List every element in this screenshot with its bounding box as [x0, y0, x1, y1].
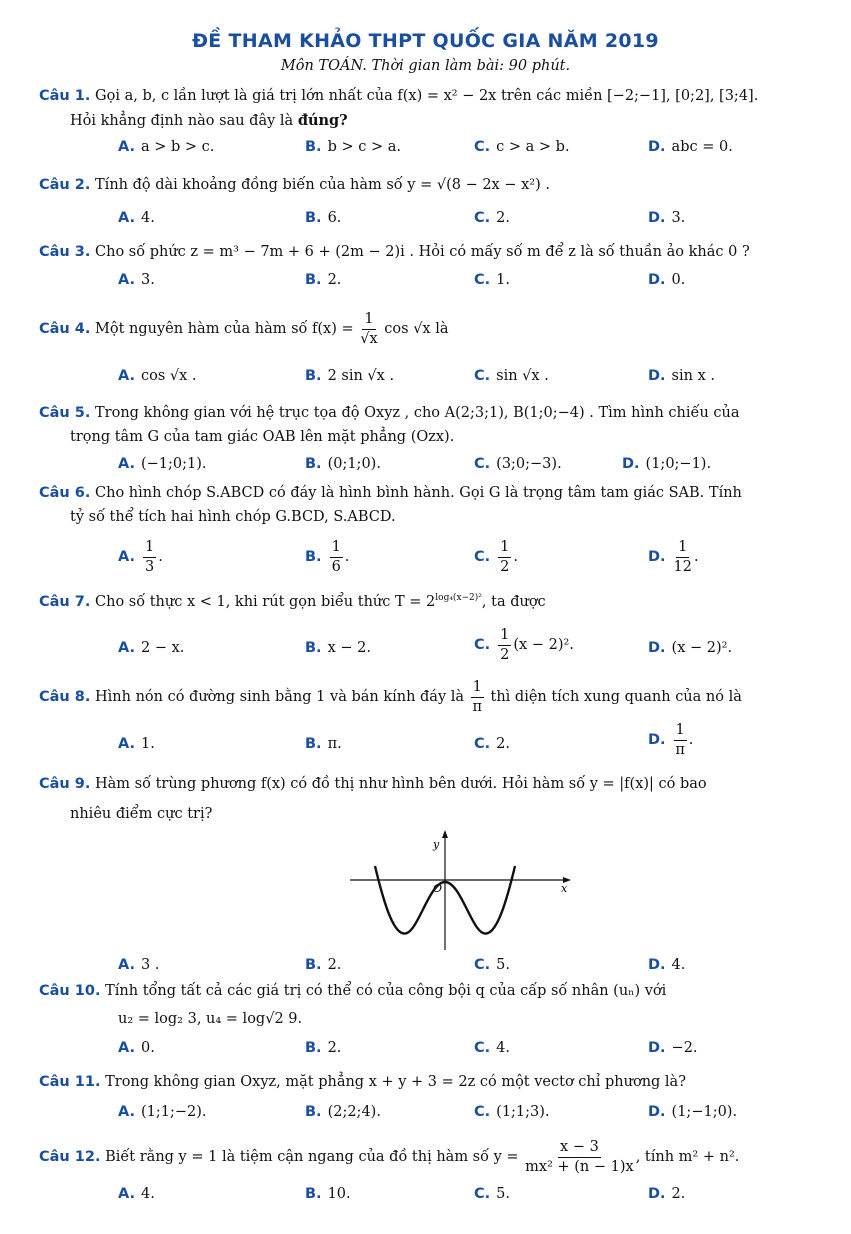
question-4 — [39, 312, 449, 346]
fraction-numerator: 1 — [471, 680, 484, 698]
option-d[interactable] — [648, 1104, 737, 1120]
option-text: 0. — [671, 272, 686, 288]
question-label: Câu 2. — [39, 177, 91, 193]
question-label: Câu 3. — [39, 244, 91, 260]
option-b[interactable] — [305, 139, 401, 155]
fraction — [498, 628, 511, 662]
question-text: Trong không gian Oxyz, mặt phẳng x + y + 3 = 2z có một vectơ chỉ phương là? — [105, 1074, 686, 1090]
question-text: Cho số phức z = m³ − 7m + 6 + (2m − 2)i . Hỏi có mấy số m để z là số thuần ảo khác 0 ? — [95, 244, 750, 260]
question-text: nhiêu điểm cực trị? — [70, 806, 213, 822]
option-tail: . — [688, 732, 694, 748]
question-emphasis: đúng? — [297, 112, 348, 129]
option-text: 4. — [671, 957, 686, 973]
fraction — [471, 680, 484, 714]
option-text: (1;0;−1). — [645, 456, 712, 472]
fraction-numerator: 1 — [674, 723, 687, 741]
option-label: B. — [305, 1104, 322, 1120]
option-label: D. — [648, 957, 666, 973]
option-text: π. — [327, 736, 342, 752]
fraction-denominator: 3 — [145, 558, 155, 575]
option-label: A. — [118, 1186, 135, 1202]
fraction-numerator: x − 3 — [558, 1140, 601, 1158]
question-text: u₂ = log₂ 3, u₄ = log√2 9. — [118, 1011, 303, 1027]
option-text: (2;2;4). — [327, 1104, 381, 1120]
option-a[interactable] — [118, 957, 159, 973]
question-1 — [39, 88, 758, 104]
fraction-numerator: 1 — [676, 540, 689, 558]
question-8 — [39, 680, 742, 714]
option-text: 5. — [496, 957, 510, 973]
option-text: cos √x . — [141, 368, 197, 384]
y-axis-label: y — [433, 838, 440, 851]
option-text: 2 − x. — [141, 640, 185, 656]
option-text: sin x . — [671, 368, 715, 384]
question-text: Một nguyên hàm của hàm số f(x) = — [95, 321, 354, 337]
option-tail: (x − 2)². — [513, 637, 574, 653]
option-label: C. — [474, 456, 491, 472]
exam-subtitle: Môn TOÁN. Thời gian làm bài: 90 phút. — [280, 58, 571, 74]
option-c[interactable] — [474, 272, 510, 288]
question-text: thì diện tích xung quanh của nó là — [490, 689, 742, 705]
option-d[interactable] — [648, 540, 699, 574]
option-b[interactable] — [305, 540, 349, 574]
option-text: 3. — [141, 272, 155, 288]
question-6-line-2 — [70, 509, 396, 525]
fraction — [498, 540, 511, 574]
option-text: 2. — [327, 272, 342, 288]
function-graph — [345, 828, 575, 953]
option-a[interactable] — [118, 1186, 155, 1202]
fraction-denominator: 2 — [500, 558, 510, 575]
question-text: , tính m² + n². — [635, 1149, 740, 1165]
option-text: abc = 0. — [671, 139, 733, 155]
y-axis-arrow-icon — [442, 830, 448, 838]
option-text: 2. — [671, 1186, 686, 1202]
option-label: A. — [118, 272, 135, 288]
question-text: Trong không gian với hệ trục tọa độ Oxyz , cho A(2;3;1), B(1;0;−4) . Tìm hình chiếu của — [95, 405, 740, 421]
question-5 — [39, 405, 740, 421]
option-label: D. — [648, 1040, 666, 1056]
option-a[interactable] — [118, 736, 155, 752]
option-label: C. — [474, 637, 491, 653]
option-label: C. — [474, 272, 491, 288]
option-text: (−1;0;1). — [141, 456, 207, 472]
option-text: x − 2. — [327, 640, 371, 656]
question-text: trọng tâm G của tam giác OAB lên mặt phẳng (Ozx). — [70, 429, 455, 445]
option-b[interactable] — [305, 957, 341, 973]
option-a[interactable] — [118, 1104, 207, 1120]
option-label: D. — [622, 456, 640, 472]
question-text: cos √x là — [384, 321, 449, 337]
option-text: 4. — [141, 210, 155, 226]
option-text: b > c > a. — [327, 139, 401, 155]
option-label: A. — [118, 1040, 135, 1056]
option-text: 4. — [141, 1186, 155, 1202]
question-10 — [39, 983, 666, 999]
option-label: B. — [305, 957, 322, 973]
option-a[interactable] — [118, 456, 207, 472]
option-label: B. — [305, 1186, 322, 1202]
question-label: Câu 5. — [39, 405, 91, 421]
fraction-numerator: 1 — [498, 540, 511, 558]
fraction-denominator: mx² + (n − 1)x — [525, 1158, 634, 1175]
option-text: −2. — [671, 1040, 698, 1056]
option-c[interactable] — [474, 957, 510, 973]
question-text: Hỏi khẳng định nào sau đây là — [70, 113, 294, 129]
option-tail: . — [344, 549, 350, 565]
question-text: Biết rằng y = 1 là tiệm cận ngang của đồ thị hàm số y = — [105, 1149, 519, 1165]
question-label: Câu 8. — [39, 689, 91, 705]
option-label: C. — [474, 957, 491, 973]
option-d[interactable] — [648, 272, 685, 288]
option-d[interactable] — [648, 640, 732, 656]
question-label: Câu 7. — [39, 593, 91, 610]
option-label: A. — [118, 456, 135, 472]
option-label: B. — [305, 1040, 322, 1056]
exponent: log₄(x−2)² — [435, 593, 482, 603]
option-label: D. — [648, 139, 666, 155]
option-c[interactable] — [474, 456, 562, 472]
option-label: A. — [118, 736, 135, 752]
fraction-numerator: 1 — [143, 540, 156, 558]
option-d[interactable] — [622, 456, 711, 472]
question-10-line-2 — [118, 1011, 302, 1027]
option-tail: . — [513, 549, 518, 565]
question-11 — [39, 1074, 686, 1090]
option-d[interactable] — [648, 957, 685, 973]
option-text: a > b > c. — [141, 139, 215, 155]
fraction — [674, 540, 692, 574]
option-d[interactable] — [648, 139, 733, 155]
option-label: D. — [648, 210, 666, 226]
option-c[interactable] — [474, 1186, 510, 1202]
fraction — [525, 1140, 634, 1174]
option-text: (x − 2)². — [671, 640, 733, 656]
question-12 — [39, 1140, 739, 1174]
option-label: D. — [648, 549, 666, 565]
option-a[interactable] — [118, 272, 155, 288]
option-label: B. — [305, 368, 322, 384]
exam-title: ĐỀ THAM KHẢO THPT QUỐC GIA NĂM 2019 — [192, 30, 659, 52]
option-label: C. — [474, 210, 491, 226]
option-label: A. — [118, 1104, 135, 1120]
option-d[interactable] — [648, 368, 715, 384]
question-text: Gọi a, b, c lần lượt là giá trị lớn nhất của f(x) = x² − 2x trên các miền [−2;−1], [0;2], [3;4]. — [95, 88, 759, 104]
option-label: D. — [648, 1186, 666, 1202]
fraction — [360, 312, 377, 346]
question-text: Hàm số trùng phương f(x) có đồ thị như hình bên dưới. Hỏi hàm số y = |f(x)| có bao — [95, 776, 707, 792]
fraction-denominator: 2 — [500, 646, 510, 663]
option-text: 2. — [496, 736, 510, 752]
option-label: B. — [305, 549, 322, 565]
option-label: B. — [305, 456, 322, 472]
question-label: Câu 9. — [39, 776, 91, 792]
option-a[interactable] — [118, 210, 155, 226]
question-text: Cho hình chóp S.ABCD có đáy là hình bình hành. Gọi G là trọng tâm tam giác SAB. Tính — [95, 485, 742, 501]
question-label: Câu 10. — [39, 983, 101, 999]
option-label: B. — [305, 139, 322, 155]
question-text: tỷ số thể tích hai hình chóp G.BCD, S.ABCD. — [70, 509, 396, 525]
option-c[interactable] — [474, 736, 510, 752]
option-text: (1;1;−2). — [141, 1104, 207, 1120]
option-label: A. — [118, 368, 135, 384]
option-label: A. — [118, 210, 135, 226]
option-b[interactable] — [305, 736, 342, 752]
option-text: c > a > b. — [496, 139, 570, 155]
fraction — [143, 540, 156, 574]
question-text: Cho số thực x < 1, khi rút gọn biểu thức T = 2 — [95, 593, 436, 610]
option-a[interactable] — [118, 1040, 155, 1056]
option-b[interactable] — [305, 456, 381, 472]
fraction-denominator: π — [472, 698, 483, 715]
option-b[interactable] — [305, 1186, 351, 1202]
option-c[interactable] — [474, 628, 574, 662]
option-text: (0;1;0). — [327, 456, 381, 472]
option-c[interactable] — [474, 1104, 550, 1120]
fraction-denominator: 12 — [673, 558, 692, 575]
question-label: Câu 6. — [39, 485, 91, 501]
fraction-numerator: 1 — [330, 540, 343, 558]
option-c[interactable] — [474, 139, 570, 155]
option-label: B. — [305, 640, 322, 656]
option-d[interactable] — [648, 1186, 685, 1202]
question-9-line-2 — [70, 806, 212, 822]
origin-label: O — [433, 882, 443, 895]
option-a[interactable] — [118, 640, 184, 656]
option-text: 1. — [141, 736, 155, 752]
option-text: 1. — [496, 272, 510, 288]
fraction — [674, 723, 687, 757]
option-text: sin √x . — [496, 368, 549, 384]
option-a[interactable] — [118, 540, 163, 574]
question-5-line-2 — [70, 429, 454, 445]
option-c[interactable] — [474, 210, 510, 226]
option-b[interactable] — [305, 1040, 341, 1056]
option-b[interactable] — [305, 368, 394, 384]
option-text: 2 sin √x . — [327, 368, 395, 384]
option-b[interactable] — [305, 210, 341, 226]
question-label: Câu 1. — [39, 88, 91, 104]
option-tail: . — [694, 549, 699, 565]
option-label: C. — [474, 1040, 491, 1056]
fraction — [330, 540, 343, 574]
option-a[interactable] — [118, 368, 197, 384]
option-text: 2. — [327, 1040, 342, 1056]
option-text: 3. — [671, 210, 686, 226]
option-d[interactable] — [648, 723, 693, 757]
question-3 — [39, 244, 750, 260]
option-tail: . — [158, 549, 163, 565]
option-text: 10. — [327, 1186, 351, 1202]
option-label: C. — [474, 368, 491, 384]
question-text: Hình nón có đường sinh bằng 1 và bán kính đáy là — [95, 689, 465, 705]
option-c[interactable] — [474, 1040, 510, 1056]
option-label: D. — [648, 368, 666, 384]
option-label: D. — [648, 272, 666, 288]
option-text: 2. — [327, 957, 342, 973]
option-label: D. — [648, 732, 666, 748]
option-label: D. — [648, 1104, 666, 1120]
question-2 — [39, 177, 550, 193]
option-label: A. — [118, 957, 135, 973]
option-text: (1;−1;0). — [671, 1104, 738, 1120]
fraction-denominator: 6 — [331, 558, 341, 575]
option-b[interactable] — [305, 1104, 381, 1120]
question-7 — [39, 593, 546, 610]
question-text: , ta được — [481, 593, 546, 610]
option-text: 6. — [327, 210, 342, 226]
option-label: A. — [118, 139, 135, 155]
option-label: A. — [118, 640, 135, 656]
option-label: C. — [474, 1186, 491, 1202]
fraction-numerator: 1 — [362, 312, 375, 330]
option-d[interactable] — [648, 210, 685, 226]
option-text: 0. — [141, 1040, 155, 1056]
option-b[interactable] — [305, 272, 341, 288]
question-label: Câu 4. — [39, 321, 91, 337]
question-1-line-2 — [70, 112, 348, 129]
option-text: 2. — [496, 210, 510, 226]
option-b[interactable] — [305, 640, 371, 656]
option-label: A. — [118, 549, 135, 565]
x-axis-label: x — [561, 882, 568, 895]
option-text: 4. — [496, 1040, 510, 1056]
option-a[interactable] — [118, 139, 214, 155]
fraction-numerator: 1 — [498, 628, 511, 646]
fraction-denominator: π — [675, 741, 685, 758]
option-d[interactable] — [648, 1040, 698, 1056]
option-label: C. — [474, 736, 491, 752]
question-label: Câu 12. — [39, 1149, 101, 1165]
question-text: Tính độ dài khoảng đồng biến của hàm số y = √(8 − 2x − x²) . — [95, 177, 550, 193]
option-label: C. — [474, 139, 491, 155]
option-label: D. — [648, 640, 666, 656]
option-label: B. — [305, 736, 322, 752]
option-label: B. — [305, 210, 322, 226]
question-6 — [39, 485, 742, 501]
option-label: C. — [474, 549, 491, 565]
option-text: (1;1;3). — [496, 1104, 550, 1120]
option-label: B. — [305, 272, 322, 288]
option-text: 3 . — [141, 957, 160, 973]
question-9 — [39, 776, 707, 792]
option-label: C. — [474, 1104, 491, 1120]
option-text: (3;0;−3). — [496, 456, 562, 472]
option-text: 5. — [496, 1186, 510, 1202]
option-c[interactable] — [474, 368, 549, 384]
option-c[interactable] — [474, 540, 518, 574]
question-text: Tính tổng tất cả các giá trị có thể có của công bội q của cấp số nhân (uₙ) với — [105, 983, 667, 999]
question-label: Câu 11. — [39, 1074, 101, 1090]
fraction-denominator: √x — [360, 330, 378, 347]
